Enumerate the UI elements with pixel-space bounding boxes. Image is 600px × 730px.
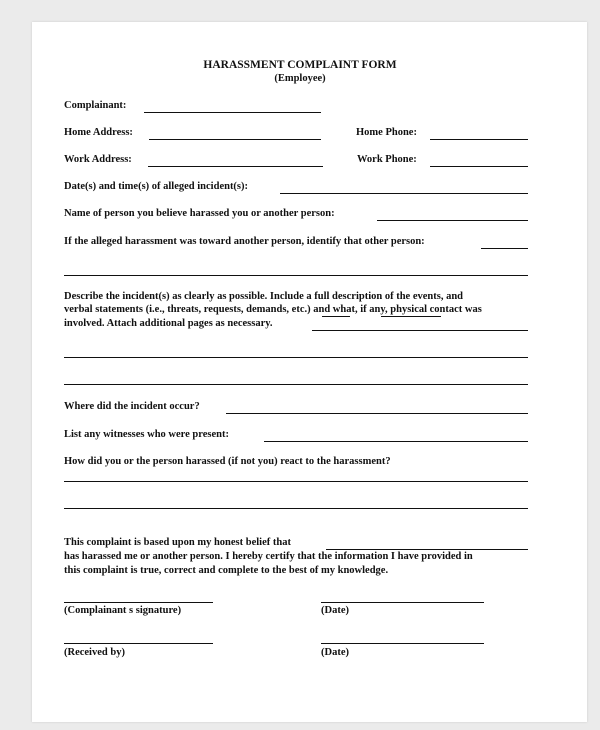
describe-blank-2[interactable] bbox=[381, 316, 441, 317]
dates-times-field[interactable] bbox=[280, 193, 528, 194]
work-phone-label: Work Phone: bbox=[357, 154, 417, 165]
witnesses-field[interactable] bbox=[264, 441, 528, 442]
date-field-1[interactable] bbox=[321, 602, 484, 603]
home-phone-label: Home Phone: bbox=[356, 127, 417, 138]
other-person-field[interactable] bbox=[481, 248, 528, 249]
home-address-field[interactable] bbox=[149, 139, 321, 140]
dates-times-label: Date(s) and time(s) of alleged incident(s): bbox=[64, 181, 249, 192]
received-by-field[interactable] bbox=[64, 643, 213, 644]
where-field[interactable] bbox=[226, 413, 528, 414]
work-address-label: Work Address: bbox=[64, 154, 132, 165]
belief-text-line2: has harassed me or another person. I hereby certify that the information I have provided in bbox=[64, 551, 473, 562]
reaction-label: How did you or the person harassed (if not you) react to the harassment? bbox=[64, 456, 391, 467]
reaction-field[interactable] bbox=[64, 481, 528, 482]
complainant-label: Complainant: bbox=[64, 100, 127, 111]
signature-label: (Complainant s signature) bbox=[64, 605, 182, 616]
belief-text-line3: this complaint is true, correct and complete to the best of my knowledge. bbox=[64, 565, 389, 576]
other-person-field-line2[interactable] bbox=[64, 275, 528, 276]
describe-text-line3: involved. Attach additional pages as necessary. bbox=[64, 318, 273, 329]
form-title: HARASSMENT COMPLAINT FORM bbox=[203, 59, 397, 71]
home-address-label: Home Address: bbox=[64, 127, 133, 138]
describe-text-line1: Describe the incident(s) as clearly as possible. Include a full description of the events, and bbox=[64, 291, 463, 302]
reaction-field-line2[interactable] bbox=[64, 508, 528, 509]
date-label-2: (Date) bbox=[321, 647, 349, 658]
describe-text-line2: verbal statements (i.e., threats, requests, demands, etc.) and what, if any, physical contact was bbox=[64, 304, 482, 315]
belief-text-line1: This complaint is based upon my honest belief that bbox=[64, 537, 291, 548]
describe-field[interactable] bbox=[312, 330, 528, 331]
where-label: Where did the incident occur? bbox=[64, 401, 200, 412]
describe-field-line3[interactable] bbox=[64, 384, 528, 385]
witnesses-label: List any witnesses who were present: bbox=[64, 429, 229, 440]
describe-blank-1[interactable] bbox=[322, 316, 350, 317]
harasser-name-label: Name of person you believe harassed you or another person: bbox=[64, 208, 335, 219]
other-person-label: If the alleged harassment was toward another person, identify that other person: bbox=[64, 236, 425, 247]
harasser-name-field[interactable] bbox=[377, 220, 528, 221]
received-by-label: (Received by) bbox=[64, 647, 125, 658]
complainant-field[interactable] bbox=[144, 112, 321, 113]
signature-field[interactable] bbox=[64, 602, 213, 603]
date-label-1: (Date) bbox=[321, 605, 349, 616]
date-field-2[interactable] bbox=[321, 643, 484, 644]
form-subtitle: (Employee) bbox=[274, 73, 326, 84]
work-address-field[interactable] bbox=[148, 166, 323, 167]
work-phone-field[interactable] bbox=[430, 166, 528, 167]
home-phone-field[interactable] bbox=[430, 139, 528, 140]
describe-field-line2[interactable] bbox=[64, 357, 528, 358]
